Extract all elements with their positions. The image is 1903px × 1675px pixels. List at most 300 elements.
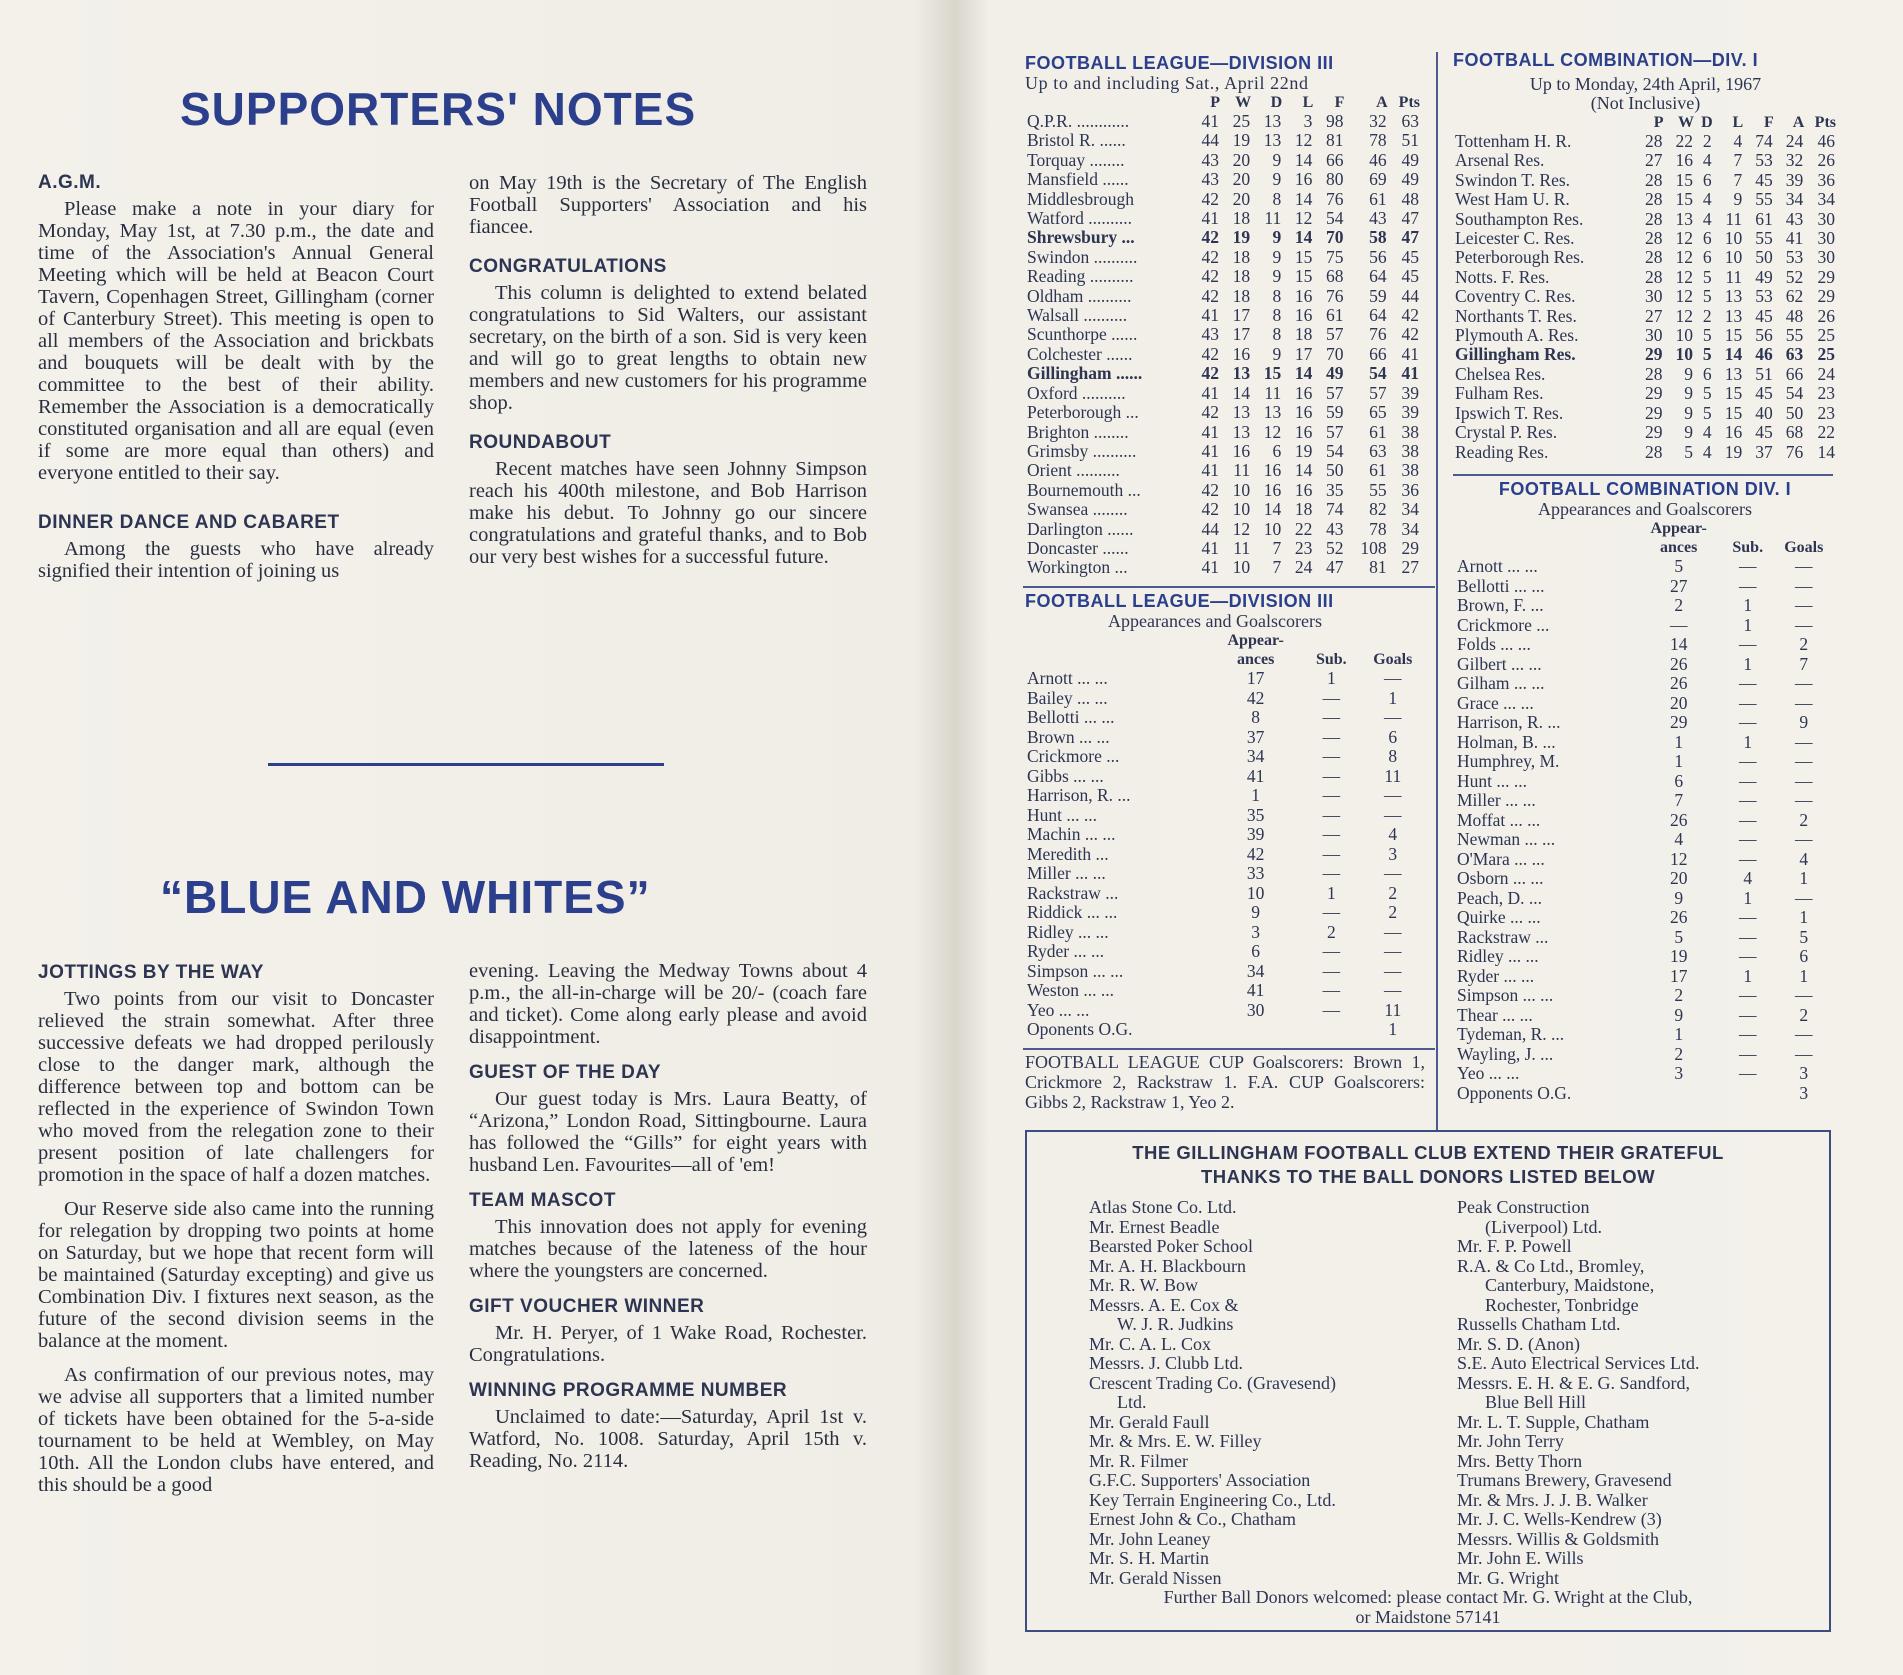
table-row: [1455, 1006, 1835, 1026]
goals-cell: —: [1384, 804, 1402, 825]
table-cell: 27: [1401, 557, 1419, 578]
table-cell: 28: [1644, 169, 1663, 190]
table-row: [1025, 287, 1421, 306]
table-cell: 13: [1724, 305, 1743, 326]
sub-cell: —: [1322, 824, 1341, 844]
appearances-cell: 17: [1669, 965, 1688, 986]
table-row: [1453, 307, 1837, 326]
table-cell: 16: [1294, 169, 1313, 190]
appearances-cell: 12: [1669, 848, 1688, 869]
team-name: Oxford ..........: [1027, 382, 1126, 403]
appearances-cell: [1634, 1084, 1722, 1104]
team-name: Doncaster ......: [1027, 537, 1129, 558]
table-cell: 16: [1294, 421, 1313, 442]
div3-subtitle: Up to and including Sat., April 22nd: [1025, 73, 1309, 93]
table-cell: 41: [1201, 460, 1220, 481]
table-cell: 70: [1325, 343, 1344, 364]
table-cell: 39: [1401, 402, 1419, 423]
sub-cell: —: [1738, 770, 1757, 791]
sub-cell: 1: [1743, 965, 1753, 986]
goals-cell: —: [1795, 556, 1813, 576]
table-cell: 7: [1733, 150, 1743, 171]
table-cell: 48: [1785, 305, 1804, 326]
table-cell: 20: [1232, 188, 1251, 209]
player-name: Crickmore ...: [1027, 746, 1120, 766]
table-cell: 5: [1702, 286, 1712, 307]
table-row: [1453, 210, 1837, 229]
team-name: Gillingham Res.: [1455, 344, 1576, 365]
goals-cell: —: [1384, 921, 1402, 942]
table-cell: 15: [1294, 266, 1313, 287]
appearances-cell: 6: [1251, 941, 1261, 961]
table-cell: 2: [1702, 305, 1712, 326]
player-name: Weston ... ...: [1027, 980, 1115, 1000]
table-cell: 18: [1232, 285, 1251, 306]
table-row: [1455, 772, 1835, 792]
table-cell: 13: [1232, 363, 1251, 384]
table-row: [1025, 228, 1421, 247]
div3-apps-title: FOOTBALL LEAGUE—DIVISION III: [1025, 591, 1334, 611]
table-cell: 30: [1644, 325, 1663, 346]
table-cell: 32: [1785, 150, 1804, 171]
player-name: Gibbs ... ...: [1027, 765, 1104, 786]
table-cell: 20: [1232, 149, 1251, 170]
table-cell: 38: [1401, 440, 1419, 461]
comb-appear-header: Appear-: [1650, 520, 1707, 537]
table-cell: 63: [1369, 440, 1387, 461]
table-row: [1455, 830, 1835, 850]
div3-apps-table: [1025, 631, 1427, 1040]
table-row: [1025, 403, 1421, 422]
table-row: [1455, 596, 1835, 616]
table-cell: 57: [1325, 324, 1344, 345]
table-cell: 42: [1401, 305, 1419, 326]
table-cell: 3: [1303, 111, 1313, 131]
donor-entry: G.F.C. Supporters' Association: [1089, 1470, 1311, 1490]
table-cell: 59: [1325, 402, 1344, 423]
goals-cell: —: [1795, 692, 1813, 713]
table-row: [1025, 864, 1427, 884]
table-cell: 13: [1675, 208, 1693, 229]
table-cell: 6: [1272, 440, 1282, 461]
table-cell: 29: [1644, 422, 1663, 443]
table-cell: 13: [1724, 286, 1743, 307]
team-name: Peterborough ...: [1027, 402, 1139, 423]
team-name: Shrewsbury ...: [1027, 227, 1135, 248]
div3-col-l: L: [1302, 94, 1314, 111]
table-cell: 9: [1272, 227, 1282, 248]
table-cell: 50: [1785, 402, 1804, 423]
player-name: Meredith ...: [1027, 843, 1109, 864]
table-cell: 54: [1325, 208, 1344, 229]
comb-col-l: L: [1732, 114, 1744, 131]
table-cell: 66: [1325, 149, 1344, 170]
comb-col-d: D: [1701, 114, 1713, 131]
player-name: Riddick ... ...: [1027, 902, 1118, 922]
appearances-cell: 29: [1669, 712, 1688, 732]
table-cell: 4: [1702, 208, 1712, 229]
table-cell: 43: [1325, 518, 1344, 539]
table-cell: 12: [1263, 421, 1282, 442]
goals-cell: —: [1795, 731, 1813, 752]
table-row: [1453, 365, 1837, 384]
table-cell: 12: [1675, 266, 1693, 287]
table-cell: 28: [1644, 441, 1663, 462]
table-cell: 69: [1369, 169, 1387, 190]
goals-cell: —: [1795, 595, 1813, 615]
table-cell: 43: [1785, 208, 1804, 229]
goals-cell: 4: [1799, 848, 1809, 869]
table-cell: 57: [1325, 421, 1344, 442]
donors-title-1: THE GILLINGHAM FOOTBALL CLUB EXTEND THEIR GRATEFUL: [1132, 1142, 1724, 1163]
div3-table-block: [1025, 53, 1430, 578]
player-name: Humphrey, M.: [1457, 751, 1560, 771]
table-cell: 23: [1817, 402, 1835, 423]
appearances-cell: 6: [1674, 770, 1684, 791]
table-row: [1025, 248, 1421, 267]
table-cell: 15: [1294, 246, 1313, 267]
sub-cell: —: [1322, 785, 1341, 805]
table-cell: 11: [1233, 537, 1251, 558]
table-cell: 34: [1401, 518, 1419, 539]
appearances-cell: 34: [1246, 960, 1265, 981]
table-cell: 46: [1817, 131, 1835, 151]
table-cell: 17: [1294, 343, 1313, 364]
player-name: Gilbert ... ...: [1457, 653, 1542, 674]
team-name: Coventry C. Res.: [1455, 286, 1576, 307]
table-cell: 12: [1675, 286, 1693, 307]
player-name: Miller ... ...: [1027, 863, 1106, 883]
table-row: [1025, 364, 1421, 383]
goals-cell: —: [1795, 985, 1813, 1005]
sub-cell: —: [1738, 1024, 1757, 1044]
table-cell: 81: [1325, 130, 1344, 151]
table-cell: 49: [1401, 149, 1419, 170]
table-cell: 57: [1369, 382, 1387, 403]
table-cell: 40: [1755, 402, 1773, 423]
sub-cell: —: [1322, 687, 1341, 708]
table-cell: 36: [1817, 169, 1835, 190]
table-row: [1453, 151, 1837, 170]
goals-cell: —: [1384, 980, 1402, 1000]
goals-cell: —: [1795, 829, 1813, 849]
column-rule: [1436, 52, 1438, 1130]
table-cell: 81: [1369, 557, 1387, 578]
player-name: O'Mara ... ...: [1457, 848, 1545, 869]
table-cell: 57: [1325, 382, 1344, 403]
table-cell: 16: [1675, 150, 1693, 171]
player-name: Quirke ... ...: [1457, 907, 1541, 927]
table-row: [1455, 1045, 1835, 1065]
table-row: [1025, 786, 1427, 806]
div3-apps-block: [1025, 591, 1430, 1040]
table-cell: 16: [1294, 285, 1313, 306]
player-name: Gilham ... ...: [1457, 673, 1545, 693]
table-cell: 5: [1702, 383, 1712, 404]
table-cell: 16: [1232, 440, 1251, 461]
appearances-cell: 33: [1246, 863, 1265, 883]
div3-col-f: F: [1334, 94, 1345, 111]
table-cell: 13: [1232, 421, 1251, 442]
table-cell: 27: [1644, 150, 1663, 171]
team-name: Fulham Res.: [1455, 383, 1544, 404]
table-cell: 54: [1325, 440, 1344, 461]
donor-entry: Mr. S. H. Martin: [1089, 1548, 1210, 1568]
comb-header-row: [1453, 113, 1837, 132]
congrats-text: This column is delighted to extend belated congratulations to Sid Walters, our assistant secretary, on the birth of a son. Sid is very keen and will go to great lengths to obtain new members and new customers for his programme shop.: [469, 282, 867, 414]
table-cell: 16: [1724, 422, 1743, 443]
table-cell: 80: [1325, 169, 1344, 190]
table-cell: 7: [1733, 169, 1743, 190]
table-cell: 43: [1201, 149, 1220, 170]
team-name: Swansea ........: [1027, 499, 1128, 520]
goals-header: Goals: [1373, 651, 1413, 668]
ball-donors-box: [1025, 1130, 1831, 1632]
player-name: Harrison, R. ...: [1027, 785, 1131, 805]
winning-text: Unclaimed to date:—Saturday, April 1st v. Watford, No. 1008. Saturday, April 15th v. Reading, No. 2114.: [469, 1406, 867, 1472]
appearances-cell: 39: [1246, 824, 1265, 844]
table-cell: 45: [1755, 305, 1773, 326]
table-row: [1455, 869, 1835, 889]
table-row: [1453, 190, 1837, 209]
table-cell: 28: [1644, 228, 1663, 249]
appearances-cell: 2: [1674, 595, 1684, 615]
donor-entry: Mr. & Mrs. E. W. Filley: [1089, 1431, 1262, 1451]
comb-table-block: [1453, 50, 1838, 462]
comb-col-p: P: [1653, 114, 1664, 131]
appearances-cell: 42: [1246, 687, 1265, 708]
table-cell: 10: [1675, 325, 1693, 346]
player-name: Peach, D. ...: [1457, 887, 1543, 908]
sub-cell: 1: [1326, 668, 1336, 688]
supporters-col-2: [469, 172, 867, 580]
table-row: [1455, 889, 1835, 909]
appearances-cell: 41: [1246, 980, 1265, 1000]
table-cell: 64: [1369, 266, 1387, 287]
table-cell: 41: [1201, 557, 1220, 578]
table-cell: 18: [1232, 208, 1251, 229]
table-row: [1025, 558, 1421, 577]
table-cell: 45: [1755, 383, 1773, 404]
table-row: [1025, 384, 1421, 403]
rule-cup: [1023, 1048, 1435, 1050]
table-cell: 74: [1755, 131, 1773, 151]
donor-entry: Mr. R. W. Bow: [1089, 1275, 1199, 1295]
table-row: [1025, 481, 1421, 500]
table-cell: 61: [1369, 421, 1387, 442]
sub-cell: 1: [1326, 882, 1336, 903]
table-cell: 5: [1702, 266, 1712, 287]
goals-cell: —: [1384, 668, 1402, 688]
table-cell: 46: [1755, 344, 1773, 365]
table-cell: 49: [1325, 363, 1344, 384]
table-cell: 65: [1369, 402, 1387, 423]
table-cell: 47: [1401, 208, 1419, 229]
table-cell: 46: [1369, 149, 1387, 170]
appearances-cell: 4: [1674, 829, 1684, 849]
player-name: Brown ... ...: [1027, 726, 1110, 747]
table-cell: 63: [1401, 111, 1419, 131]
table-cell: 4: [1702, 422, 1712, 443]
table-cell: 14: [1817, 441, 1835, 462]
table-cell: 41: [1785, 228, 1804, 249]
section-divider: [268, 763, 664, 766]
comb-col-pts: Pts: [1814, 114, 1836, 131]
div3-league-table: [1025, 93, 1421, 578]
table-cell: 25: [1817, 344, 1835, 365]
donor-entry: Messrs. A. E. Cox &: [1089, 1294, 1239, 1315]
table-cell: 38: [1401, 460, 1419, 481]
table-cell: 43: [1369, 208, 1387, 229]
donor-entry: Mr. John E. Wills: [1457, 1548, 1584, 1568]
table-row: [1453, 384, 1837, 403]
table-row: [1025, 442, 1421, 461]
goals-cell: 2: [1799, 809, 1809, 830]
donor-entry: Messrs. E. H. & E. G. Sandford,: [1457, 1372, 1690, 1393]
table-cell: 29: [1401, 537, 1419, 558]
sub-cell: —: [1738, 926, 1757, 947]
appearances-cell: 37: [1246, 726, 1265, 747]
goals-cell: —: [1384, 863, 1402, 883]
donor-entry: Mr. S. D. (Anon): [1457, 1333, 1581, 1354]
jottings-cont: evening. Leaving the Medway Towns about 4 p.m., the all-in-charge will be 20/- (coach fare and ticket). Come along early please and avoid disappointment.: [469, 960, 867, 1048]
sub-cell: —: [1738, 692, 1757, 713]
table-cell: 5: [1702, 344, 1712, 365]
goals-cell: 1: [1388, 1019, 1398, 1039]
team-name: Bournemouth ...: [1027, 479, 1141, 500]
table-cell: 29: [1644, 383, 1663, 404]
table-cell: 9: [1272, 246, 1282, 267]
team-name: Colchester ......: [1027, 343, 1133, 364]
table-row: [1025, 728, 1427, 748]
table-cell: 41: [1201, 208, 1220, 229]
table-cell: 54: [1369, 363, 1387, 384]
donor-entry: Trumans Brewery, Gravesend: [1457, 1470, 1672, 1490]
player-name: Tydeman, R. ...: [1457, 1024, 1565, 1044]
table-cell: 19: [1232, 130, 1251, 151]
appearances-cell: 35: [1246, 804, 1265, 825]
table-cell: 58: [1369, 227, 1387, 248]
donor-entry: Mr. G. Wright: [1457, 1567, 1559, 1588]
appearances-cell: 3: [1674, 1063, 1684, 1083]
team-name: Tottenham H. R.: [1455, 131, 1572, 151]
table-cell: 66: [1369, 343, 1387, 364]
appearances-cell: 8: [1251, 707, 1261, 727]
player-name: Osborn ... ...: [1457, 868, 1544, 888]
donor-entry: Mr. Ernest Beadle: [1089, 1216, 1220, 1237]
table-cell: 14: [1294, 188, 1313, 209]
sub-cell: —: [1738, 809, 1757, 830]
sub-cell: 1: [1743, 731, 1753, 752]
team-name: Scunthorpe ......: [1027, 324, 1138, 345]
comb-col-a: A: [1792, 114, 1805, 131]
table-cell: 17: [1232, 305, 1251, 326]
table-cell: 28: [1644, 131, 1663, 151]
table-cell: 12: [1675, 228, 1693, 249]
sub-cell: 1: [1743, 614, 1753, 635]
comb-apps-block: [1455, 479, 1835, 1103]
goals-cell: 1: [1799, 965, 1809, 986]
player-name: Brown, F. ...: [1457, 595, 1544, 615]
appearances-cell: 30: [1246, 999, 1265, 1020]
table-cell: 42: [1201, 479, 1220, 500]
team-name: Crystal P. Res.: [1455, 422, 1558, 443]
table-cell: 10: [1232, 557, 1251, 578]
div3-header-row: [1025, 93, 1421, 112]
donor-entry: Mr. L. T. Supple, Chatham: [1457, 1411, 1650, 1432]
appear-header: Appear-: [1227, 632, 1284, 649]
sub-cell: —: [1738, 575, 1757, 596]
team-name: Orient ..........: [1027, 460, 1120, 481]
donor-entry: Messrs. Willis & Goldsmith: [1457, 1528, 1659, 1549]
agm-text: Please make a note in your diary for Monday, May 1st, at 7.30 p.m., the date and time of the Association's Annual General Meeting which will be held at Beacon Court Tavern, Copenhagen Street, Gillingham (corner of Canterbury Street). This meeting is open to all members of the Association and brickbats and bouquets will be dealt with by the committee to the best of their ability. Remember the Association is a democratically constituted organisation and all are equal (even if some are more equal than others) and everyone entitled to their say.: [38, 198, 434, 484]
comb-subtitle-1: Up to Monday, 24th April, 1967: [1529, 74, 1762, 94]
table-cell: 10: [1724, 228, 1743, 249]
player-name: Moffat ... ...: [1457, 809, 1541, 830]
table-cell: 16: [1263, 460, 1282, 481]
table-cell: 16: [1263, 479, 1282, 500]
sub-cell: —: [1322, 863, 1341, 883]
donor-entry: Key Terrain Engineering Co., Ltd.: [1089, 1489, 1336, 1510]
guest-heading: GUEST OF THE DAY: [469, 1062, 662, 1083]
player-name: Bailey ... ...: [1027, 687, 1108, 708]
table-cell: 25: [1817, 325, 1835, 346]
goals-cell: —: [1795, 614, 1813, 635]
table-row: [1025, 845, 1427, 865]
donors-list-left: [1089, 1198, 1449, 1588]
appearances-cell: 26: [1669, 673, 1688, 693]
table-row: [1453, 229, 1837, 248]
donor-entry: Ltd.: [1117, 1392, 1147, 1412]
goals-cell: —: [1795, 887, 1813, 908]
table-row: [1025, 423, 1421, 442]
goals-cell: —: [1795, 751, 1813, 771]
table-cell: 12: [1675, 305, 1693, 326]
comb-goals-header: Goals: [1784, 539, 1824, 556]
donor-entry: S.E. Auto Electrical Services Ltd.: [1457, 1353, 1700, 1373]
table-cell: 53: [1755, 286, 1773, 307]
team-name: Ipswich T. Res.: [1455, 402, 1564, 423]
donor-entry: Messrs. J. Clubb Ltd.: [1089, 1353, 1244, 1373]
table-row: [1025, 500, 1421, 519]
player-name: Bellotti ... ...: [1457, 575, 1545, 596]
table-row: [1455, 1064, 1835, 1084]
donors-footer-2: or Maidstone 57141: [1355, 1606, 1501, 1627]
donor-entry: R.A. & Co Ltd., Bromley,: [1457, 1255, 1645, 1276]
goals-cell: 9: [1799, 712, 1809, 732]
team-name: Darlington ......: [1027, 518, 1134, 539]
comb-subtitle-2: (Not Inclusive): [1590, 93, 1701, 113]
player-name: Crickmore ...: [1457, 614, 1550, 635]
table-row: [1025, 170, 1421, 189]
table-cell: 19: [1724, 441, 1743, 462]
table-cell: 10: [1675, 344, 1693, 365]
table-row: [1455, 557, 1835, 577]
table-cell: 42: [1201, 285, 1220, 306]
player-name: Hunt ... ...: [1457, 770, 1527, 791]
appearances-cell: 1: [1674, 1024, 1684, 1044]
sub-cell: —: [1738, 751, 1757, 771]
goals-cell: 2: [1388, 902, 1398, 922]
table-cell: 28: [1644, 189, 1663, 210]
sub-cell: [1723, 1084, 1773, 1104]
table-cell: 6: [1702, 247, 1712, 268]
table-row: [1453, 404, 1837, 423]
team-name: Q.P.R. ............: [1027, 111, 1130, 131]
table-cell: 19: [1232, 227, 1251, 248]
donor-entry: Blue Bell Hill: [1485, 1392, 1586, 1412]
table-cell: 28: [1644, 266, 1663, 287]
